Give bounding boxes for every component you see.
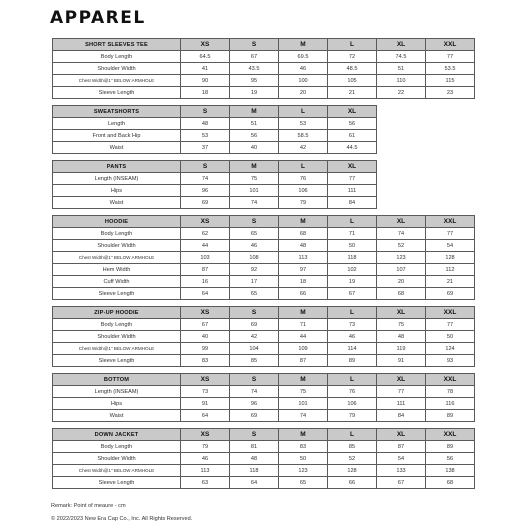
measurement-value: 108 <box>230 252 279 264</box>
size-header: XL <box>377 307 426 319</box>
measurement-value: 110 <box>377 75 426 87</box>
size-header: L <box>279 161 328 173</box>
measurement-value: 53 <box>279 118 328 130</box>
measurement-value: 51 <box>230 118 279 130</box>
size-header: L <box>279 106 328 118</box>
measurement-value: 89 <box>426 441 475 453</box>
measurement-value: 116 <box>426 398 475 410</box>
measurement-value: 50 <box>328 240 377 252</box>
measurement-value: 123 <box>377 252 426 264</box>
measurement-value: 100 <box>279 75 328 87</box>
table-row <box>53 185 377 197</box>
measurement-value: 109 <box>279 343 328 355</box>
measurement-value: 85 <box>328 441 377 453</box>
table-row <box>53 343 475 355</box>
measurement-value: 93 <box>426 355 475 367</box>
measurement-value: 43.5 <box>230 63 279 75</box>
size-header: XL <box>328 161 377 173</box>
measurement-value: 77 <box>328 173 377 185</box>
measurement-value: 17 <box>230 276 279 288</box>
measurement-value: 87 <box>377 441 426 453</box>
table-row <box>53 288 475 300</box>
measurement-value: 56 <box>230 130 279 142</box>
measurement-value: 77 <box>426 319 475 331</box>
measurement-value: 64.5 <box>181 51 230 63</box>
measurement-value: 124 <box>426 343 475 355</box>
size-table <box>52 215 475 300</box>
size-header: M <box>230 161 279 173</box>
measurement-label: Chest Width@1" BELOW ARMHOLE <box>53 252 181 264</box>
table-header-row <box>53 429 475 441</box>
copyright-notice: © 2022/2023 New Era Cap Co., Inc. All Rights Reserved. <box>51 516 193 522</box>
measurement-value: 64 <box>230 477 279 489</box>
measurement-value: 91 <box>181 398 230 410</box>
measurement-value: 68 <box>377 288 426 300</box>
measurement-value: 44.5 <box>328 142 377 154</box>
measurement-value: 69 <box>230 410 279 422</box>
measurement-value: 68 <box>279 228 328 240</box>
measurement-value: 68 <box>426 477 475 489</box>
size-header: M <box>279 307 328 319</box>
measurement-value: 51 <box>377 63 426 75</box>
table-title: SWEATSHORTS <box>53 106 181 118</box>
measurement-value: 23 <box>426 87 475 99</box>
measurement-value: 119 <box>377 343 426 355</box>
size-table <box>52 105 377 154</box>
table-row <box>53 197 377 209</box>
measurement-value: 56 <box>426 453 475 465</box>
measurement-label: Waist <box>53 142 181 154</box>
table-row <box>53 355 475 367</box>
measurement-value: 18 <box>181 87 230 99</box>
table-row <box>53 398 475 410</box>
measurement-value: 89 <box>328 355 377 367</box>
table-row <box>53 453 475 465</box>
measurement-value: 113 <box>279 252 328 264</box>
measurement-value: 90 <box>181 75 230 87</box>
measurement-value: 102 <box>328 264 377 276</box>
size-header: XXL <box>426 216 475 228</box>
measurement-value: 118 <box>230 465 279 477</box>
measurement-value: 74.5 <box>377 51 426 63</box>
measurement-value: 75 <box>230 173 279 185</box>
measurement-value: 71 <box>328 228 377 240</box>
table-row <box>53 228 475 240</box>
measurement-value: 48 <box>279 240 328 252</box>
size-header: M <box>230 106 279 118</box>
measurement-value: 77 <box>426 228 475 240</box>
size-header: S <box>181 161 230 173</box>
measurement-value: 21 <box>328 87 377 99</box>
measurement-value: 79 <box>279 197 328 209</box>
table-row <box>53 331 475 343</box>
measurement-label: Chest Width@1" BELOW ARMHOLE <box>53 75 181 87</box>
table-header-row <box>53 216 475 228</box>
measurement-value: 106 <box>279 185 328 197</box>
measurement-label: Front and Back Hip <box>53 130 181 142</box>
measurement-label: Sleeve Length <box>53 355 181 367</box>
measurement-value: 67 <box>230 51 279 63</box>
measurement-label: Sleeve Length <box>53 87 181 99</box>
measurement-label: Body Length <box>53 228 181 240</box>
measurement-value: 72 <box>328 51 377 63</box>
measurement-label: Shoulder Width <box>53 63 181 75</box>
size-table <box>52 160 377 209</box>
measurement-value: 40 <box>181 331 230 343</box>
measurement-value: 69 <box>426 288 475 300</box>
measurement-value: 54 <box>377 453 426 465</box>
table-title: DOWN JACKET <box>53 429 181 441</box>
measurement-value: 48 <box>230 453 279 465</box>
measurement-value: 65 <box>230 228 279 240</box>
measurement-label: Sleeve Length <box>53 288 181 300</box>
table-header-row <box>53 374 475 386</box>
size-header: L <box>328 307 377 319</box>
table-row <box>53 142 377 154</box>
size-header: XS <box>181 374 230 386</box>
table-header-row <box>53 307 475 319</box>
size-header: S <box>230 374 279 386</box>
size-header: XXL <box>426 39 475 51</box>
measurement-label: Shoulder Width <box>53 331 181 343</box>
table-row <box>53 118 377 130</box>
table-row <box>53 477 475 489</box>
measurement-value: 107 <box>377 264 426 276</box>
measurement-value: 74 <box>230 386 279 398</box>
size-header: L <box>328 429 377 441</box>
table-row <box>53 87 475 99</box>
measurement-value: 133 <box>377 465 426 477</box>
size-header: XL <box>328 106 377 118</box>
size-header: S <box>181 106 230 118</box>
measurement-value: 103 <box>181 252 230 264</box>
measurement-value: 77 <box>377 386 426 398</box>
measurement-label: Hips <box>53 398 181 410</box>
size-header: XL <box>377 374 426 386</box>
measurement-value: 97 <box>279 264 328 276</box>
measurement-value: 42 <box>230 331 279 343</box>
measurement-value: 20 <box>279 87 328 99</box>
measurement-value: 48.5 <box>328 63 377 75</box>
measurement-value: 85 <box>230 355 279 367</box>
measurement-value: 50 <box>279 453 328 465</box>
size-header: XXL <box>426 374 475 386</box>
size-header: XL <box>377 216 426 228</box>
table-title: ZIP-UP HOODIE <box>53 307 181 319</box>
measurement-value: 105 <box>328 75 377 87</box>
measurement-value: 71 <box>279 319 328 331</box>
measurement-value: 48 <box>377 331 426 343</box>
measurement-value: 50 <box>426 331 475 343</box>
size-header: S <box>230 216 279 228</box>
measurement-value: 66 <box>328 477 377 489</box>
measurement-value: 83 <box>279 441 328 453</box>
measurement-label: Hem Width <box>53 264 181 276</box>
size-header: XS <box>181 216 230 228</box>
measurement-value: 66 <box>279 288 328 300</box>
measurement-value: 123 <box>279 465 328 477</box>
measurement-value: 113 <box>181 465 230 477</box>
table-title: HOODIE <box>53 216 181 228</box>
measurement-value: 106 <box>328 398 377 410</box>
table-row <box>53 240 475 252</box>
table-row <box>53 410 475 422</box>
size-header: XS <box>181 429 230 441</box>
size-header: S <box>230 429 279 441</box>
table-row <box>53 465 475 477</box>
measurement-label: Length <box>53 118 181 130</box>
measurement-value: 83 <box>181 355 230 367</box>
measurement-label: Chest Width@1" BELOW ARMHOLE <box>53 465 181 477</box>
measurement-value: 104 <box>230 343 279 355</box>
measurement-value: 115 <box>426 75 475 87</box>
measurement-value: 63 <box>181 477 230 489</box>
measurement-value: 69.5 <box>279 51 328 63</box>
measurement-value: 112 <box>426 264 475 276</box>
table-row <box>53 173 377 185</box>
measurement-value: 78 <box>426 386 475 398</box>
size-table <box>52 373 475 422</box>
measurement-value: 46 <box>328 331 377 343</box>
measurement-value: 64 <box>181 410 230 422</box>
measurement-label: Body Length <box>53 319 181 331</box>
measurement-value: 46 <box>279 63 328 75</box>
measurement-value: 52 <box>377 240 426 252</box>
measurement-value: 73 <box>181 386 230 398</box>
measurement-value: 20 <box>377 276 426 288</box>
measurement-value: 79 <box>181 441 230 453</box>
table-title: SHORT SLEEVES TEE <box>53 39 181 51</box>
size-header: M <box>279 429 328 441</box>
measurement-value: 21 <box>426 276 475 288</box>
measurement-value: 40 <box>230 142 279 154</box>
measurement-value: 96 <box>181 185 230 197</box>
measurement-label: Length (INSEAM) <box>53 173 181 185</box>
table-header-row <box>53 39 475 51</box>
measurement-value: 65 <box>230 288 279 300</box>
measurement-value: 52 <box>328 453 377 465</box>
measurement-value: 87 <box>181 264 230 276</box>
measurement-label: Chest Width@1" BELOW ARMHOLE <box>53 343 181 355</box>
size-header: L <box>328 374 377 386</box>
measurement-label: Waist <box>53 197 181 209</box>
measurement-label: Length (INSEAM) <box>53 386 181 398</box>
measurement-label: Sleeve Length <box>53 477 181 489</box>
measurement-value: 74 <box>377 228 426 240</box>
measurement-value: 76 <box>279 173 328 185</box>
size-header: S <box>230 307 279 319</box>
table-header-row <box>53 106 377 118</box>
size-header: XS <box>181 39 230 51</box>
measurement-value: 74 <box>181 173 230 185</box>
measurement-value: 111 <box>377 398 426 410</box>
remark-note: Remark: Point of meaure - cm <box>51 503 126 509</box>
measurement-value: 67 <box>377 477 426 489</box>
measurement-label: Hips <box>53 185 181 197</box>
size-header: XXL <box>426 429 475 441</box>
measurement-value: 118 <box>328 252 377 264</box>
table-row <box>53 51 475 63</box>
size-header: XS <box>181 307 230 319</box>
measurement-value: 128 <box>426 252 475 264</box>
measurement-value: 46 <box>230 240 279 252</box>
measurement-value: 101 <box>230 185 279 197</box>
measurement-value: 91 <box>377 355 426 367</box>
table-row <box>53 276 475 288</box>
measurement-value: 58.5 <box>279 130 328 142</box>
measurement-value: 65 <box>279 477 328 489</box>
measurement-label: Body Length <box>53 51 181 63</box>
page-title: APPAREL <box>50 8 146 28</box>
table-row <box>53 252 475 264</box>
measurement-value: 46 <box>181 453 230 465</box>
measurement-value: 67 <box>181 319 230 331</box>
measurement-value: 74 <box>279 410 328 422</box>
measurement-value: 53.5 <box>426 63 475 75</box>
size-header: XL <box>377 39 426 51</box>
measurement-value: 75 <box>377 319 426 331</box>
measurement-value: 84 <box>377 410 426 422</box>
measurement-label: Shoulder Width <box>53 240 181 252</box>
measurement-value: 64 <box>181 288 230 300</box>
measurement-value: 22 <box>377 87 426 99</box>
measurement-value: 138 <box>426 465 475 477</box>
measurement-value: 92 <box>230 264 279 276</box>
measurement-value: 84 <box>328 197 377 209</box>
measurement-value: 87 <box>279 355 328 367</box>
size-header: M <box>279 216 328 228</box>
size-header: M <box>279 374 328 386</box>
table-row <box>53 63 475 75</box>
measurement-value: 81 <box>230 441 279 453</box>
table-title: BOTTOM <box>53 374 181 386</box>
measurement-value: 89 <box>426 410 475 422</box>
table-title: PANTS <box>53 161 181 173</box>
size-header: L <box>328 39 377 51</box>
measurement-value: 44 <box>279 331 328 343</box>
measurement-label: Cuff Width <box>53 276 181 288</box>
measurement-value: 16 <box>181 276 230 288</box>
measurement-value: 54 <box>426 240 475 252</box>
measurement-value: 41 <box>181 63 230 75</box>
measurement-label: Waist <box>53 410 181 422</box>
measurement-value: 67 <box>328 288 377 300</box>
measurement-value: 69 <box>230 319 279 331</box>
size-header: XL <box>377 429 426 441</box>
size-table <box>52 428 475 489</box>
size-table <box>52 306 475 367</box>
size-header: M <box>279 39 328 51</box>
measurement-value: 128 <box>328 465 377 477</box>
measurement-value: 53 <box>181 130 230 142</box>
measurement-value: 77 <box>426 51 475 63</box>
table-row <box>53 264 475 276</box>
measurement-value: 19 <box>328 276 377 288</box>
measurement-label: Body Length <box>53 441 181 453</box>
measurement-value: 37 <box>181 142 230 154</box>
measurement-value: 95 <box>230 75 279 87</box>
measurement-value: 56 <box>328 118 377 130</box>
measurement-label: Shoulder Width <box>53 453 181 465</box>
measurement-value: 19 <box>230 87 279 99</box>
measurement-value: 79 <box>328 410 377 422</box>
measurement-value: 61 <box>328 130 377 142</box>
measurement-value: 99 <box>181 343 230 355</box>
measurement-value: 73 <box>328 319 377 331</box>
measurement-value: 75 <box>279 386 328 398</box>
measurement-value: 76 <box>328 386 377 398</box>
table-row <box>53 75 475 87</box>
table-row <box>53 441 475 453</box>
size-chart <box>52 38 475 495</box>
measurement-value: 18 <box>279 276 328 288</box>
measurement-value: 69 <box>181 197 230 209</box>
measurement-value: 96 <box>230 398 279 410</box>
measurement-value: 48 <box>181 118 230 130</box>
measurement-value: 114 <box>328 343 377 355</box>
measurement-value: 101 <box>279 398 328 410</box>
measurement-value: 74 <box>230 197 279 209</box>
table-header-row <box>53 161 377 173</box>
table-row <box>53 386 475 398</box>
size-header: L <box>328 216 377 228</box>
measurement-value: 44 <box>181 240 230 252</box>
size-header: XXL <box>426 307 475 319</box>
size-table <box>52 38 475 99</box>
table-row <box>53 130 377 142</box>
measurement-value: 62 <box>181 228 230 240</box>
table-row <box>53 319 475 331</box>
measurement-value: 111 <box>328 185 377 197</box>
measurement-value: 42 <box>279 142 328 154</box>
size-header: S <box>230 39 279 51</box>
